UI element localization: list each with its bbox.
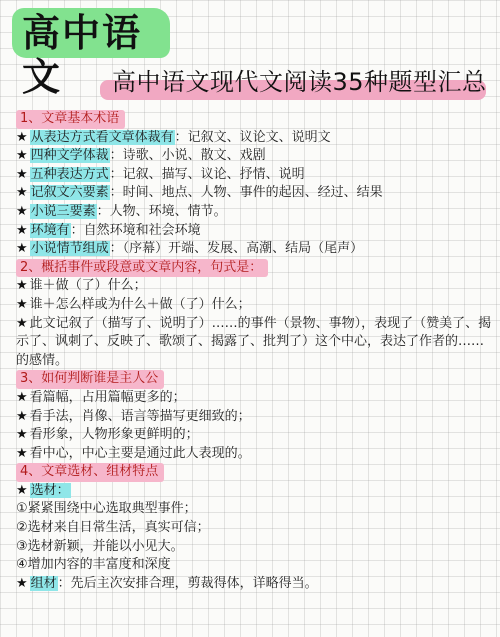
list-item: ★ 看手法，肖像、语言等描写更细致的； — [16, 408, 251, 424]
term-value: ：人物、环境、情节。 — [96, 203, 227, 219]
main-title — [98, 66, 488, 102]
term-value: ：记叙、描写、议论、抒情、说明 — [109, 166, 305, 182]
star-icon: ★ — [16, 185, 28, 201]
list-item: ③选材新颖，并能以小见大。 — [16, 538, 184, 554]
star-icon: ★ — [16, 166, 28, 182]
list-item: ★ 谁＋做（了）什么； — [16, 278, 147, 294]
star-icon: ★ — [16, 389, 28, 405]
star-icon: ★ — [16, 408, 28, 424]
list-item: ★ 谁＋怎么样或为什么＋做（了）什么； — [16, 296, 251, 312]
star-icon: ★ — [16, 575, 28, 591]
content — [16, 110, 492, 593]
term-line — [16, 240, 492, 259]
term-line — [16, 147, 492, 166]
badge-text: 高中语文 — [22, 11, 143, 99]
star-icon: ★ — [16, 203, 28, 219]
term-line — [16, 575, 492, 594]
term-line — [16, 222, 492, 241]
term-line — [16, 184, 492, 203]
term-value: ：自然环境和社会环境 — [70, 222, 201, 238]
term-line — [16, 203, 492, 222]
star-icon: ★ — [16, 241, 28, 257]
term-value: ：时间、地点、人物、事件的起因、经过、结果 — [109, 185, 383, 201]
list-item: ④增加内容的丰富度和深度 — [16, 557, 171, 573]
term-value: ：诗歌、小说、散文、戏剧 — [109, 148, 266, 164]
list-item: ★ 看中心，中心主要是通过此人表现的。 — [16, 445, 251, 461]
term-value: ：（序幕）开端、发展、高潮、结局（尾声） — [109, 241, 364, 257]
term-label: 五种表达方式 — [30, 166, 109, 182]
main-title-text: 高中语文现代文阅读35种题型汇总 — [112, 68, 487, 96]
list-item: ①紧紧围绕中心选取典型事件； — [16, 501, 197, 517]
term-label: 环境有 — [30, 222, 70, 238]
star-icon: ★ — [16, 482, 28, 498]
list-item: ★ 选材： — [16, 482, 70, 498]
star-icon: ★ — [16, 278, 28, 294]
term-value: ：记叙文、议论文、说明文 — [174, 129, 331, 145]
term-line — [16, 129, 492, 148]
section-heading: 4、文章选材、组材特点 — [16, 463, 492, 482]
term-label: 组材 — [30, 575, 57, 591]
list-item: ★ 此文记叙了（描写了、说明了）……的事件（景物、事物），表现了（赞美了、揭示了、讽刺了、反映了、歌颂了、揭露了、批判了）这个中心，表达了作者的……的感情。 — [16, 315, 492, 368]
star-icon: ★ — [16, 296, 28, 312]
star-icon: ★ — [16, 148, 28, 164]
term-label: 小说情节组成 — [30, 241, 109, 257]
star-icon: ★ — [16, 445, 28, 461]
term-label: 小说三要素 — [30, 203, 96, 219]
term-label: 从表达方式看文章体裁有 — [30, 129, 174, 145]
term-label: 四种文学体裁 — [30, 148, 109, 164]
term-label: 记叙文六要素 — [30, 185, 109, 201]
star-icon: ★ — [16, 129, 28, 145]
star-icon: ★ — [16, 315, 28, 331]
star-icon: ★ — [16, 427, 28, 443]
list-item: ★ 看篇幅，占用篇幅更多的； — [16, 389, 186, 405]
section-heading: 1、文章基本术语 — [16, 110, 492, 129]
term-line — [16, 166, 492, 185]
star-icon: ★ — [16, 222, 28, 238]
list-item: ②选材来自日常生活，真实可信； — [16, 520, 210, 536]
section-heading: 3、如何判断谁是主人公 — [16, 370, 492, 389]
term-value: ：先后主次安排合理，剪裁得体，详略得当。 — [57, 575, 318, 591]
list-item: ★ 看形象，人物形象更鲜明的； — [16, 427, 199, 443]
section-heading: 2、概括事件或段意或文章内容，句式是： — [16, 259, 492, 278]
header-badge — [12, 8, 170, 99]
